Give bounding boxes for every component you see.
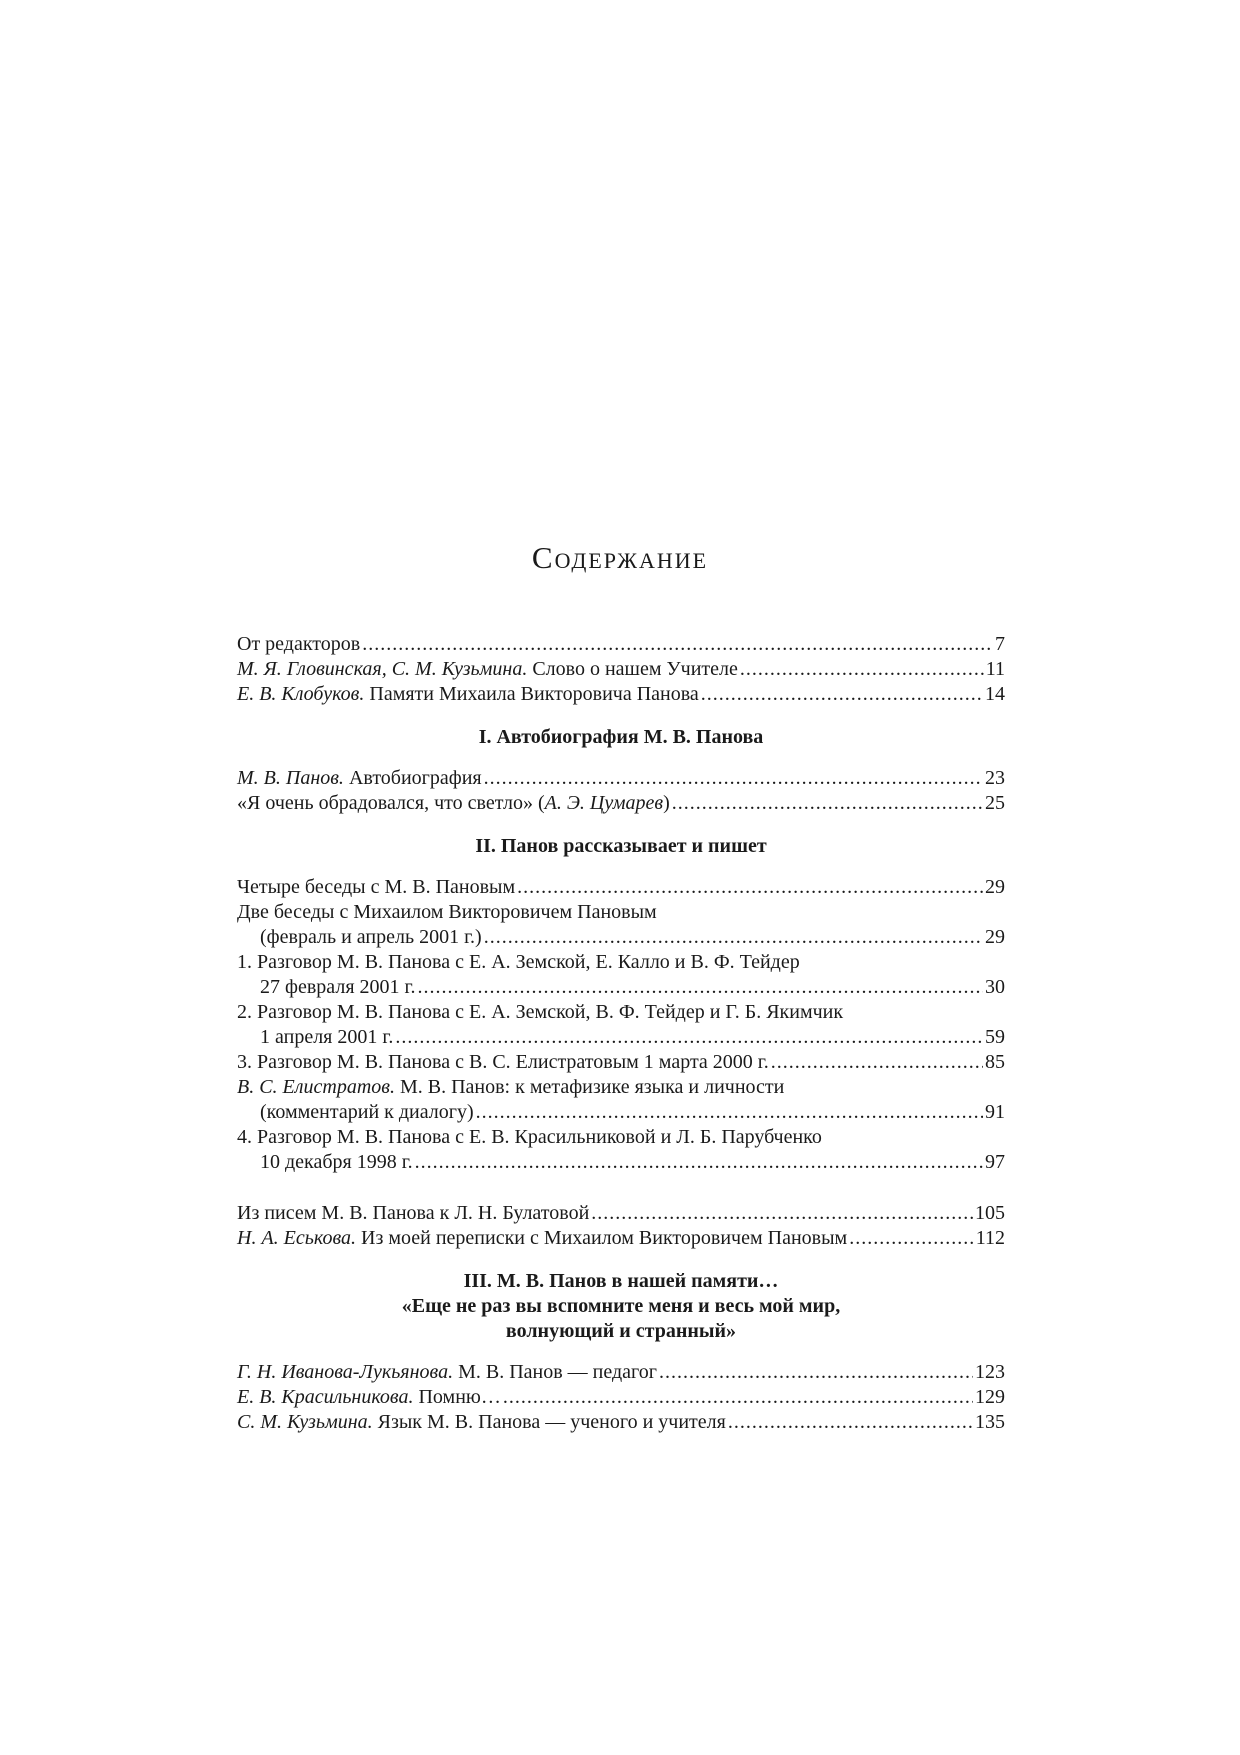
section-heading: I. Автобиография М. В. Панова (478, 726, 764, 748)
entry-title: 3. Разговор М. В. Панова с В. С. Елистратовым 1 марта 2000 г. (237, 1051, 769, 1073)
leader-dots (484, 766, 983, 791)
toc-entry[interactable] (237, 875, 1005, 900)
entry-title: Помню… (418, 1386, 501, 1408)
entry-title: (февраль и апрель 2001 г.) (260, 926, 482, 948)
entry-title: Автобиография (348, 767, 482, 789)
entry-title-line: Две беседы с Михаилом Викторовичем Пановым (237, 901, 657, 923)
page-number: 23 (985, 767, 1005, 789)
entry-title: Язык М. В. Панова — ученого и учителя (377, 1411, 726, 1433)
leader-dots (415, 1150, 983, 1175)
leader-dots (591, 1201, 973, 1226)
entry-title-line: 1. Разговор М. В. Панова с Е. А. Земской, Е. Калло и В. Ф. Тейдер (237, 951, 800, 973)
entry-title: «Я очень обрадовался, что светло» (237, 792, 533, 814)
leader-dots (771, 1050, 983, 1075)
table-of-contents (237, 632, 1005, 1435)
leader-dots (728, 1410, 973, 1435)
page-number: 97 (985, 1151, 1005, 1173)
leader-dots (476, 1100, 983, 1125)
page-number: 135 (975, 1411, 1005, 1433)
entry-title: Из моей переписки с Михаилом Викторовичем Пановым (361, 1227, 848, 1249)
entry-title: М. В. Панов — педагог (458, 1361, 657, 1383)
page-number: 29 (985, 926, 1005, 948)
toc-entry[interactable] (237, 925, 1005, 950)
page-number: 105 (975, 1202, 1005, 1224)
toc-entry[interactable] (237, 1100, 1005, 1125)
leader-dots (740, 657, 984, 682)
toc-entry[interactable] (237, 1360, 1005, 1385)
entry-author: М. В. Панов. (237, 767, 344, 789)
toc-entry[interactable] (237, 766, 1005, 791)
toc-entry[interactable] (237, 632, 1005, 657)
entry-title: Слово о нашем Учителе (532, 658, 738, 680)
entry-title: Из писем М. В. Панова к Л. Н. Булатовой (237, 1202, 590, 1224)
leader-dots (517, 875, 983, 900)
section-epigraph: волнующий и странный» (505, 1320, 737, 1342)
leader-dots (701, 682, 983, 707)
leader-dots (672, 791, 983, 816)
entry-title-line: 4. Разговор М. В. Панова с Е. В. Красильниковой и Л. Б. Парубченко (237, 1126, 822, 1148)
entry-title-line (237, 1075, 1005, 1100)
leader-dots (484, 925, 983, 950)
page-number: 30 (985, 976, 1005, 998)
toc-entry[interactable] (237, 1385, 1005, 1410)
entry-title: Памяти Михаила Викторовича Панова (369, 683, 699, 705)
leader-dots (849, 1226, 974, 1251)
page-number: 25 (985, 792, 1005, 814)
page-number: 11 (985, 658, 1005, 680)
entry-title: 27 февраля 2001 г. (260, 976, 416, 998)
toc-entry[interactable] (237, 1050, 1005, 1075)
toc-entry[interactable] (237, 975, 1005, 1000)
entry-author: Г. Н. Иванова-Лукьянова. (237, 1361, 454, 1383)
leader-dots (362, 632, 993, 657)
page-number: 59 (985, 1026, 1005, 1048)
page-number: 7 (995, 633, 1005, 655)
entry-author: С. М. Кузьмина. (237, 1411, 373, 1433)
entry-author: Е. В. Клобуков. (237, 683, 365, 705)
entry-author: Е. В. Красильникова. (237, 1386, 414, 1408)
toc-entry[interactable] (237, 1201, 1005, 1226)
entry-title: Четыре беседы с М. В. Пановым (237, 876, 516, 898)
entry-author: Н. А. Еськова. (237, 1227, 356, 1249)
page-number: 123 (975, 1361, 1005, 1383)
section-heading: III. М. В. Панов в нашей памяти… (463, 1270, 779, 1292)
toc-entry[interactable] (237, 1150, 1005, 1175)
toc-entry[interactable] (237, 1410, 1005, 1435)
entry-author: В. С. Елистратов. (237, 1076, 395, 1098)
page-number: 29 (985, 876, 1005, 898)
entry-title-line: 2. Разговор М. В. Панова с Е. А. Земской, В. Ф. Тейдер и Г. Б. Якимчик (237, 1001, 844, 1023)
page-number: 129 (975, 1386, 1005, 1408)
entry-title: 1 апреля 2001 г. (260, 1026, 394, 1048)
entry-title: (комментарий к диалогу) (260, 1101, 474, 1123)
entry-title: 10 декабря 1998 г. (260, 1151, 413, 1173)
page-number: 14 (985, 683, 1005, 705)
leader-dots (503, 1385, 973, 1410)
entry-title: От редакторов (237, 633, 361, 655)
page-title: Содержание (531, 540, 709, 575)
leader-dots (395, 1025, 983, 1050)
page-number: 112 (975, 1227, 1005, 1249)
page-number: 85 (985, 1051, 1005, 1073)
toc-entry[interactable] (237, 682, 1005, 707)
page-number: 91 (985, 1101, 1005, 1123)
toc-entry[interactable] (237, 1025, 1005, 1050)
leader-dots (417, 975, 983, 1000)
toc-entry[interactable] (237, 1226, 1005, 1251)
section-epigraph: «Еще не раз вы вспомните меня и весь мой мир, (401, 1295, 841, 1317)
entry-title: М. В. Панов: к метафизике языка и личности (399, 1076, 785, 1098)
entry-author: М. Я. Гловинская, С. М. Кузьмина. (237, 658, 528, 680)
toc-entry[interactable] (237, 657, 1005, 682)
section-heading: II. Панов рассказывает и пишет (475, 835, 767, 857)
toc-entry[interactable]: «Я очень обрадовался, что светло» (А. Э. Цумарев) ..... 25 (237, 791, 1005, 816)
leader-dots (659, 1360, 973, 1385)
entry-author: А. Э. Цумарев (544, 792, 664, 814)
